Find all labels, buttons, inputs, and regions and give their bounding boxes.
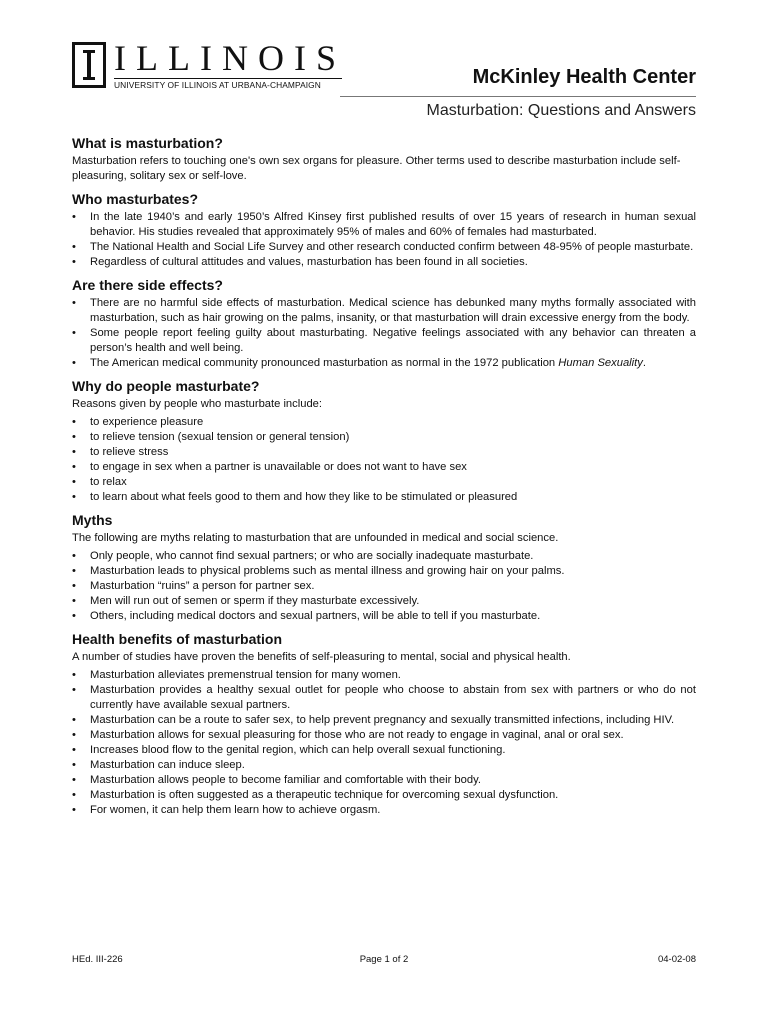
- section-heading-why: Why do people masturbate?: [72, 378, 260, 394]
- health-center-title: McKinley Health Center: [472, 66, 696, 88]
- section-heading-side-effects: Are there side effects?: [72, 277, 223, 293]
- list-item: • Only people, who cannot find sexual partners; or who are socially inadequate masturbate.: [72, 549, 696, 564]
- document-date: 04-02-08: [657, 954, 696, 965]
- list-item: • Masturbation can be a route to safer sex, to help prevent pregnancy and sexually transmitted infections, including HIV.: [72, 713, 696, 728]
- section-heading-what: What is masturbation?: [72, 135, 223, 151]
- illinois-block-i-icon: [72, 42, 106, 88]
- list-item: • Some people report feeling guilty about masturbating. Negative feelings associated with any behavior can threaten a person’s health and well being.: [72, 326, 696, 356]
- list-item: • Masturbation provides a healthy sexual outlet for people who choose to abstain from sex with partners or who do not currently have available sexual partners.: [72, 683, 696, 713]
- list-item: • Regardless of cultural attitudes and values, masturbation has been found in all societies.: [72, 255, 696, 270]
- illinois-logo: [72, 38, 346, 92]
- header-divider: [340, 96, 696, 97]
- publication-title: Human Sexuality: [558, 357, 643, 369]
- why-list: [72, 415, 696, 505]
- list-item: • The National Health and Social Life Survey and other research conducted confirm between 48-95% of people masturbate.: [72, 240, 696, 255]
- section-myths-text: The following are myths relating to masturbation that are unfounded in medical and social science.: [72, 532, 559, 544]
- list-item-end: .: [642, 357, 646, 369]
- list-item: • Masturbation allows people to become familiar and comfortable with their body.: [72, 773, 696, 788]
- document-code: HEd. III-226: [72, 954, 123, 965]
- benefits-list: [72, 668, 696, 818]
- list-item: • to relax: [72, 475, 696, 490]
- list-item: • Masturbation leads to physical problems such as mental illness and growing hair on your palms.: [72, 564, 696, 579]
- list-item: • Men will run out of semen or sperm if they masturbate excessively.: [72, 594, 696, 609]
- section-heading-benefits: Health benefits of masturbation: [72, 631, 283, 647]
- list-item: [72, 356, 696, 371]
- logo-rule: [114, 78, 342, 79]
- document-body: [72, 132, 696, 821]
- section-benefits-text: A number of studies have proven the benefits of self-pleasuring to mental, social and physical health.: [72, 651, 571, 663]
- list-item: • to relieve stress: [72, 445, 696, 460]
- list-item: • to experience pleasure: [72, 415, 696, 430]
- list-item: • Increases blood flow to the genital region, which can help overall sexual functioning.: [72, 743, 696, 758]
- myths-list: [72, 549, 696, 624]
- section-heading-who: Who masturbates?: [72, 191, 199, 207]
- section-what-text: Masturbation refers to touching one's own sex organs for pleasure. Other terms used to describe masturbation include self-pleasuring, solitary sex or self-love.: [72, 155, 681, 182]
- list-item: • to engage in sex when a partner is unavailable or does not want to have sex: [72, 460, 696, 475]
- list-item: • In the late 1940’s and early 1950’s Alfred Kinsey first published results of over 15 years of research in human sexual behavior. His studies revealed that approximately 95% of males and 60% of females had masturbated.: [72, 210, 696, 240]
- logo-subtitle: UNIVERSITY OF ILLINOIS AT URBANA-CHAMPAIGN: [114, 80, 321, 90]
- who-list: [72, 210, 696, 270]
- list-item: • Masturbation can induce sleep.: [72, 758, 696, 773]
- list-item-text: The American medical community pronounced masturbation as normal in the 1972 publication: [90, 357, 556, 369]
- list-item: • Masturbation allows for sexual pleasuring for those who are not ready to engage in vaginal, anal or oral sex.: [72, 728, 696, 743]
- document-title: Masturbation: Questions and Answers: [426, 102, 696, 119]
- list-item: • to learn about what feels good to them and how they like to be stimulated or pleasured: [72, 490, 696, 505]
- section-heading-myths: Myths: [72, 512, 113, 528]
- list-item: • Masturbation is often suggested as a therapeutic technique for overcoming sexual dysfunction.: [72, 788, 696, 803]
- side-effects-list: [72, 296, 696, 371]
- list-item: • Masturbation alleviates premenstrual tension for many women.: [72, 668, 696, 683]
- list-item: • Others, including medical doctors and sexual partners, will be able to tell if you masturbate.: [72, 609, 696, 624]
- list-item: • There are no harmful side effects of masturbation. Medical science has debunked many myths formally associated with masturbation, such as hair growing on the palms, insanity, or that masturbation will drain excessive energy from the body.: [72, 296, 696, 326]
- page-number: Page 1 of 2: [359, 954, 409, 965]
- logo-wordmark: ILLINOIS: [114, 38, 346, 78]
- section-why-text: Reasons given by people who masturbate include:: [72, 398, 323, 410]
- list-item: • to relieve tension (sexual tension or general tension): [72, 430, 696, 445]
- list-item: • Masturbation “ruins” a person for partner sex.: [72, 579, 696, 594]
- list-item: • For women, it can help them learn how to achieve orgasm.: [72, 803, 696, 818]
